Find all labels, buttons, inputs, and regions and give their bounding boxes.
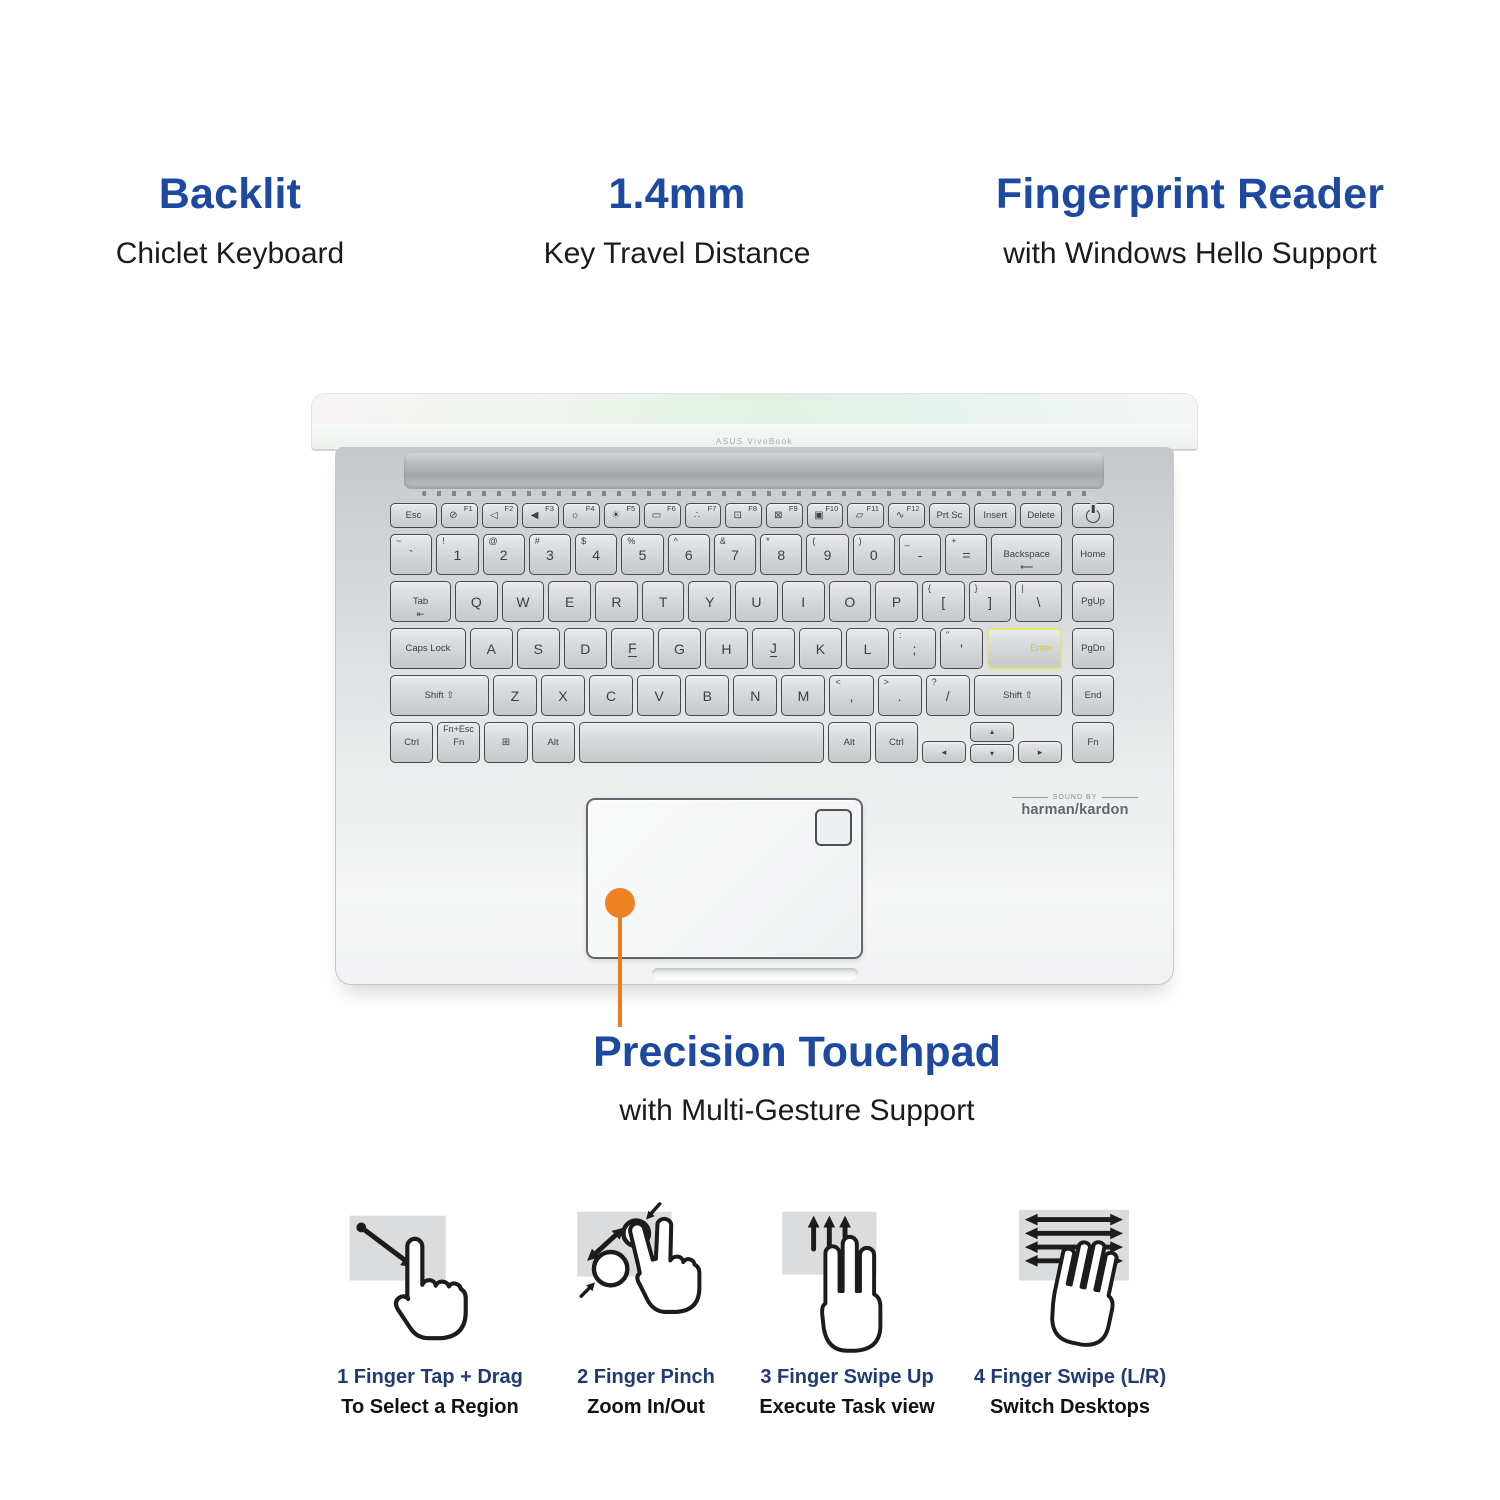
key-delete: Delete [1020, 503, 1062, 528]
feature-fingerprint [996, 170, 1384, 271]
key-arrow-updown [970, 722, 1014, 763]
key-: { [ [922, 581, 965, 622]
key-: > . [878, 675, 922, 716]
key-f5: F5 ☀ [604, 503, 641, 528]
volume-down-icon: ◁ [490, 509, 498, 521]
key-f10: F10 ▣ [807, 503, 844, 528]
three-finger-swipe-up-icon [737, 1198, 957, 1360]
gesture-title: 2 Finger Pinch [577, 1366, 715, 1388]
key-ctrl: Ctrl [875, 722, 918, 763]
bezel-brand-text: ASUS VivoBook [715, 437, 794, 446]
key-6: ^ 6 [668, 534, 710, 575]
touchpad [586, 798, 863, 959]
key-g: G [658, 628, 701, 669]
key-: " ' [940, 628, 983, 669]
key-f6: F6 ▭ [644, 503, 681, 528]
key-: ~ ` [390, 534, 432, 575]
key-alt: Alt [828, 722, 871, 763]
touchpad-callout-subtitle: with Multi-Gesture Support [619, 1094, 975, 1127]
key-backspace: Backspace ⟵ [991, 534, 1061, 575]
touchpad-callout [593, 1028, 1001, 1128]
vent-grille [422, 491, 1088, 496]
key-e: E [548, 581, 591, 622]
brightness-down-icon: ☼ [570, 509, 580, 521]
two-finger-pinch-icon [536, 1198, 756, 1360]
key-v: V [637, 675, 681, 716]
key-: | \ [1015, 581, 1062, 622]
feature-subtitle: Chiclet Keyboard [115, 237, 345, 270]
windows-key [484, 722, 527, 763]
key-f8: F8 ⊡ [725, 503, 762, 528]
key-shift: Shift ⇧ [390, 675, 489, 716]
feature-title: Backlit [158, 170, 302, 218]
key-: : ; [893, 628, 936, 669]
key-f4: F4 ☼ [563, 503, 600, 528]
key-: < , [829, 675, 873, 716]
keyboard-row [390, 628, 1114, 669]
keyboard [390, 503, 1114, 763]
key-s: S [517, 628, 560, 669]
key-0: ) 0 [853, 534, 895, 575]
keyboard-row [390, 675, 1114, 716]
keyboard-backlight-icon: ∴ [693, 509, 701, 521]
key-4: $ 4 [575, 534, 617, 575]
key-i: I [782, 581, 825, 622]
feature-subtitle: Key Travel Distance [543, 237, 811, 270]
key-: _ - [899, 534, 941, 575]
key-insert: Insert [974, 503, 1016, 528]
key-1: ! 1 [436, 534, 478, 575]
screen-reflection [312, 394, 1197, 424]
space-key [579, 722, 824, 763]
key-prt-sc: Prt Sc [929, 503, 971, 528]
key-2: @ 2 [483, 534, 525, 575]
lid-lift-notch [652, 968, 858, 981]
feature-title: 1.4mm [608, 170, 746, 218]
key-3: # 3 [529, 534, 571, 575]
gesture-title: 1 Finger Tap + Drag [337, 1366, 523, 1388]
laptop-top-view [335, 393, 1172, 985]
windows-icon: ⊞ [501, 736, 511, 748]
key-ctrl: Ctrl [390, 722, 433, 763]
key-: } ] [969, 581, 1012, 622]
key-o: O [829, 581, 872, 622]
key-q: Q [455, 581, 498, 622]
key-fn: Fn [1072, 722, 1114, 763]
key-f11: F11 ▱ [847, 503, 884, 528]
key-n: N [733, 675, 777, 716]
touchpad-callout-title: Precision Touchpad [593, 1028, 1001, 1076]
camera-off-icon: ▣ [814, 509, 824, 521]
key-j: J [752, 628, 795, 669]
feature-title: Fingerprint Reader [995, 170, 1385, 218]
key-esc: Esc [390, 503, 437, 528]
key-arrow-left: ◂ [922, 741, 966, 763]
gesture-subtitle: Zoom In/Out [587, 1396, 705, 1418]
touchpad-pointer-line [618, 913, 622, 1027]
key-c: C [589, 675, 633, 716]
key-enter: Enter [987, 628, 1062, 669]
gesture-subtitle: Switch Desktops [989, 1396, 1151, 1418]
feature-backlit [116, 170, 344, 271]
key-f1: F1 ⊘ [441, 503, 478, 528]
screen-capture-icon: ▱ [855, 509, 864, 521]
power-icon [1086, 509, 1100, 523]
key-t: T [642, 581, 685, 622]
key-arrow-down: ▾ [970, 744, 1014, 764]
keyboard-deck [335, 447, 1174, 985]
key-x: X [541, 675, 585, 716]
key-arrow-right: ▸ [1018, 741, 1062, 763]
touchpad-toggle-icon: ▭ [651, 509, 662, 521]
keyboard-row [390, 534, 1114, 575]
gesture-subtitle: Execute Task view [759, 1396, 935, 1418]
feature-key-travel [544, 170, 811, 271]
keyboard-row [390, 581, 1114, 622]
key-: ? / [926, 675, 970, 716]
power-key [1072, 503, 1114, 528]
key-f2: F2 ◁ [482, 503, 519, 528]
key-u: U [735, 581, 778, 622]
key-end: End [1072, 675, 1114, 716]
key-pgup: PgUp [1072, 581, 1114, 622]
gesture-title: 4 Finger Swipe (L/R) [973, 1366, 1167, 1388]
key-k: K [799, 628, 842, 669]
key-f7: F7 ∴ [685, 503, 722, 528]
key-shift: Shift ⇧ [974, 675, 1062, 716]
keyboard-row [390, 722, 1114, 763]
gesture-three-finger-swipe-up [729, 1198, 965, 1419]
harman-kardon-branding [1012, 794, 1138, 818]
gesture-one-finger-tap-drag [312, 1198, 548, 1419]
key-a: A [470, 628, 513, 669]
display-toggle-icon: ⊡ [733, 509, 742, 521]
key-r: R [595, 581, 638, 622]
gesture-subtitle: To Select a Region [341, 1396, 519, 1418]
key-9: ( 9 [806, 534, 848, 575]
key-pgdn: PgDn [1072, 628, 1114, 669]
mute-mic-icon: ⊘ [449, 509, 458, 521]
key-alt: Alt [532, 722, 575, 763]
brand-label: harman/kardon [1021, 802, 1129, 818]
key-m: M [781, 675, 825, 716]
feature-subtitle: with Windows Hello Support [1003, 237, 1377, 270]
key-8: * 8 [760, 534, 802, 575]
key-7: & 7 [714, 534, 756, 575]
key-f: F [611, 628, 654, 669]
fingerprint-sensor [815, 809, 852, 846]
key-l: L [846, 628, 889, 669]
brightness-up-icon: ☀ [611, 509, 621, 521]
key-f9: F9 ⊠ [766, 503, 803, 528]
key-arrow-up: ▴ [970, 722, 1014, 742]
key-fn: Fn+Esc Fn [437, 722, 480, 763]
volume-up-icon: ◀ [530, 509, 539, 521]
key-z: Z [493, 675, 537, 716]
key-p: P [875, 581, 918, 622]
key-tab: Tab ⇤ [390, 581, 451, 622]
key-caps-lock: Caps Lock [390, 628, 466, 669]
key-home: Home [1072, 534, 1114, 575]
gesture-four-finger-swipe [952, 1198, 1188, 1419]
hinge [404, 453, 1104, 489]
myasus-icon: ∿ [896, 509, 905, 521]
key-: + = [945, 534, 987, 575]
key-y: Y [688, 581, 731, 622]
key-d: D [564, 628, 607, 669]
key-b: B [685, 675, 729, 716]
key-f3: F3 ◀ [522, 503, 559, 528]
lock-icon: ⊠ [774, 509, 783, 521]
key-w: W [502, 581, 545, 622]
screen-bottom-edge [311, 393, 1198, 451]
key-5: % 5 [621, 534, 663, 575]
key-h: H [705, 628, 748, 669]
four-finger-swipe-lr-icon [960, 1198, 1180, 1360]
keyboard-row [390, 503, 1114, 528]
sound-by-label: SOUND BY [1012, 794, 1138, 801]
one-finger-tap-drag-icon [320, 1198, 540, 1360]
gesture-title: 3 Finger Swipe Up [760, 1366, 934, 1388]
key-f12: F12 ∿ [888, 503, 925, 528]
